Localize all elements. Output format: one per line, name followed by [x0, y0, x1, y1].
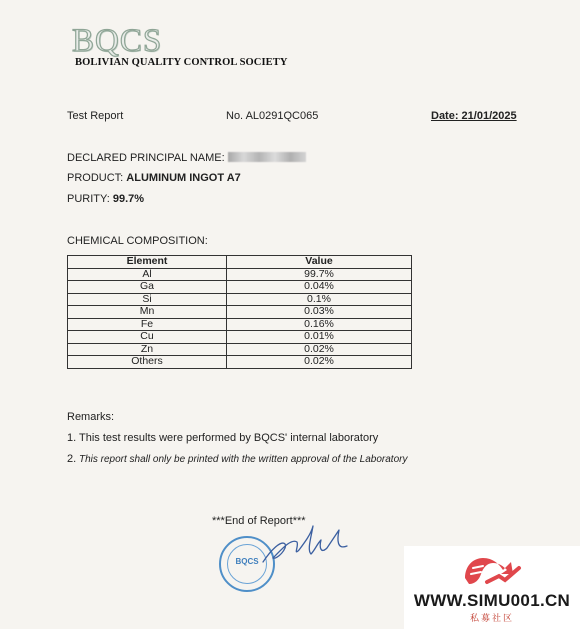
value-cell: 99.7% — [227, 268, 412, 281]
redacted-principal-name — [228, 152, 306, 162]
value-cell: 0.01% — [227, 331, 412, 344]
product-label: PRODUCT: — [67, 172, 124, 184]
column-header-value: Value — [227, 256, 412, 269]
principal-label: DECLARED PRINCIPAL NAME: — [67, 152, 225, 164]
table-header-row — [68, 256, 412, 269]
value-cell: 0.16% — [227, 318, 412, 331]
org-name: BOLIVIAN QUALITY CONTROL SOCIETY — [75, 57, 288, 68]
simu001-watermark — [404, 546, 580, 629]
table-row — [68, 331, 412, 344]
table-row — [68, 293, 412, 306]
value-cell: 0.04% — [227, 281, 412, 294]
end-of-report: ***End of Report*** — [212, 515, 306, 527]
stamp-text: BQCS — [235, 557, 259, 566]
value-cell: 0.03% — [227, 306, 412, 319]
bqcs-logo — [72, 23, 288, 68]
element-cell: Fe — [68, 318, 227, 331]
simu001-logo-icon — [459, 552, 525, 590]
element-cell: Others — [68, 356, 227, 369]
table-row — [68, 281, 412, 294]
product-line — [67, 172, 241, 184]
principal-line — [67, 152, 306, 164]
composition-table — [67, 255, 412, 369]
remark-item-2-text: This report shall only be printed with the written approval of the Laboratory — [78, 454, 408, 465]
report-title: Test Report — [67, 110, 124, 122]
table-row — [68, 356, 412, 369]
element-cell: Cu — [68, 331, 227, 344]
remark-item-1: 1. This test results were performed by BQCS' internal laboratory — [67, 432, 379, 444]
purity-value: 99.7% — [112, 193, 145, 205]
table-row — [68, 306, 412, 319]
signature-icon — [255, 520, 355, 570]
element-cell: Ga — [68, 281, 227, 294]
table-row — [68, 318, 412, 331]
remarks-heading: Remarks: — [67, 411, 115, 423]
report-number: No. AL0291QC065 — [226, 110, 319, 122]
remark-item-2-number: 2. — [67, 453, 77, 465]
purity-line — [67, 193, 144, 205]
remark-item-2 — [67, 453, 407, 465]
element-cell: Al — [68, 268, 227, 281]
value-cell: 0.1% — [227, 293, 412, 306]
value-cell: 0.02% — [227, 356, 412, 369]
composition-heading: CHEMICAL COMPOSITION: — [67, 235, 208, 247]
table-row — [68, 343, 412, 356]
element-cell: Mn — [68, 306, 227, 319]
product-value: ALUMINUM INGOT A7 — [126, 172, 241, 184]
element-cell: Si — [68, 293, 227, 306]
table-row — [68, 268, 412, 281]
element-cell: Zn — [68, 343, 227, 356]
value-cell: 0.02% — [227, 343, 412, 356]
watermark-url: WWW.SIMU001.CN — [413, 591, 571, 610]
watermark-tagline: 私募社区 — [469, 613, 514, 623]
logo-mark: BQCS — [72, 23, 163, 59]
purity-label: PURITY: — [67, 193, 110, 205]
column-header-element: Element — [68, 256, 227, 269]
report-date: Date: 21/01/2025 — [431, 110, 517, 122]
